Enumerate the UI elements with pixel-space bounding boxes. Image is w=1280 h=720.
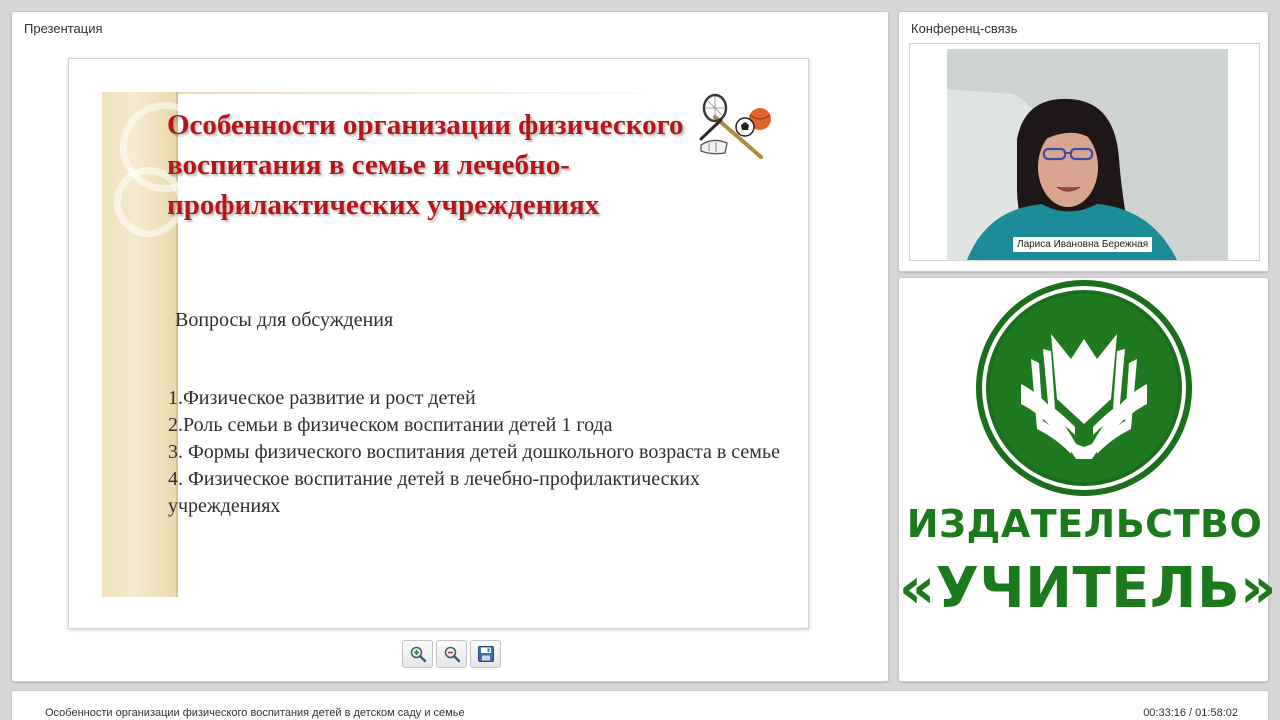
save-button[interactable] — [470, 640, 501, 668]
slide-question-item: 1.Физическое развитие и рост детей — [168, 387, 476, 409]
zoom-out-button[interactable] — [436, 640, 467, 668]
publisher-logo-panel — [898, 277, 1277, 682]
playback-time: 00:33:16 / 01:58:02 — [1143, 707, 1238, 719]
conference-panel — [898, 11, 1269, 272]
save-icon — [477, 645, 495, 663]
slide-decorative-line — [178, 92, 698, 94]
conference-panel-title: Конференц-связь — [911, 21, 1018, 36]
zoom-in-button[interactable] — [402, 640, 433, 668]
publisher-name-line2: «УЧИТЕЛЬ» — [899, 556, 1277, 621]
webinar-title: Особенности организации физического воспитания детей в детском саду и семье — [45, 707, 465, 719]
participant-name-label: Лариса Ивановна Бережная — [1013, 237, 1152, 252]
zoom-in-icon — [409, 645, 427, 663]
publisher-name-line1: ИЗДАТЕЛЬСТВО — [906, 502, 1263, 546]
zoom-out-icon — [443, 645, 461, 663]
sports-equipment-icon — [693, 93, 777, 165]
slide-toolbar — [402, 640, 503, 668]
video-frame — [909, 43, 1260, 261]
footer-bar — [11, 690, 1269, 720]
slide-question-item: 3. Формы физического воспитания детей дошкольного возраста в семье — [168, 441, 780, 463]
participant-avatar-icon — [947, 49, 1228, 260]
slide-question-item: 4. Физическое воспитание детей в лечебно-профилактических учреждениях — [168, 468, 700, 517]
slide-question-item: 2.Роль семьи в физическом воспитании детей 1 года — [168, 414, 613, 436]
slide-question-list — [168, 385, 788, 520]
slide-title: Особенности организации физического воспитания в семье и лечебно-профилактических учреждениях — [167, 109, 684, 221]
publisher-logo-icon — [971, 279, 1197, 497]
slide-subtitle: Вопросы для обсуждения — [175, 309, 394, 331]
presentation-slide — [68, 58, 809, 629]
presentation-panel — [11, 11, 889, 682]
presentation-panel-title: Презентация — [24, 21, 103, 36]
participant-video[interactable] — [947, 49, 1228, 260]
